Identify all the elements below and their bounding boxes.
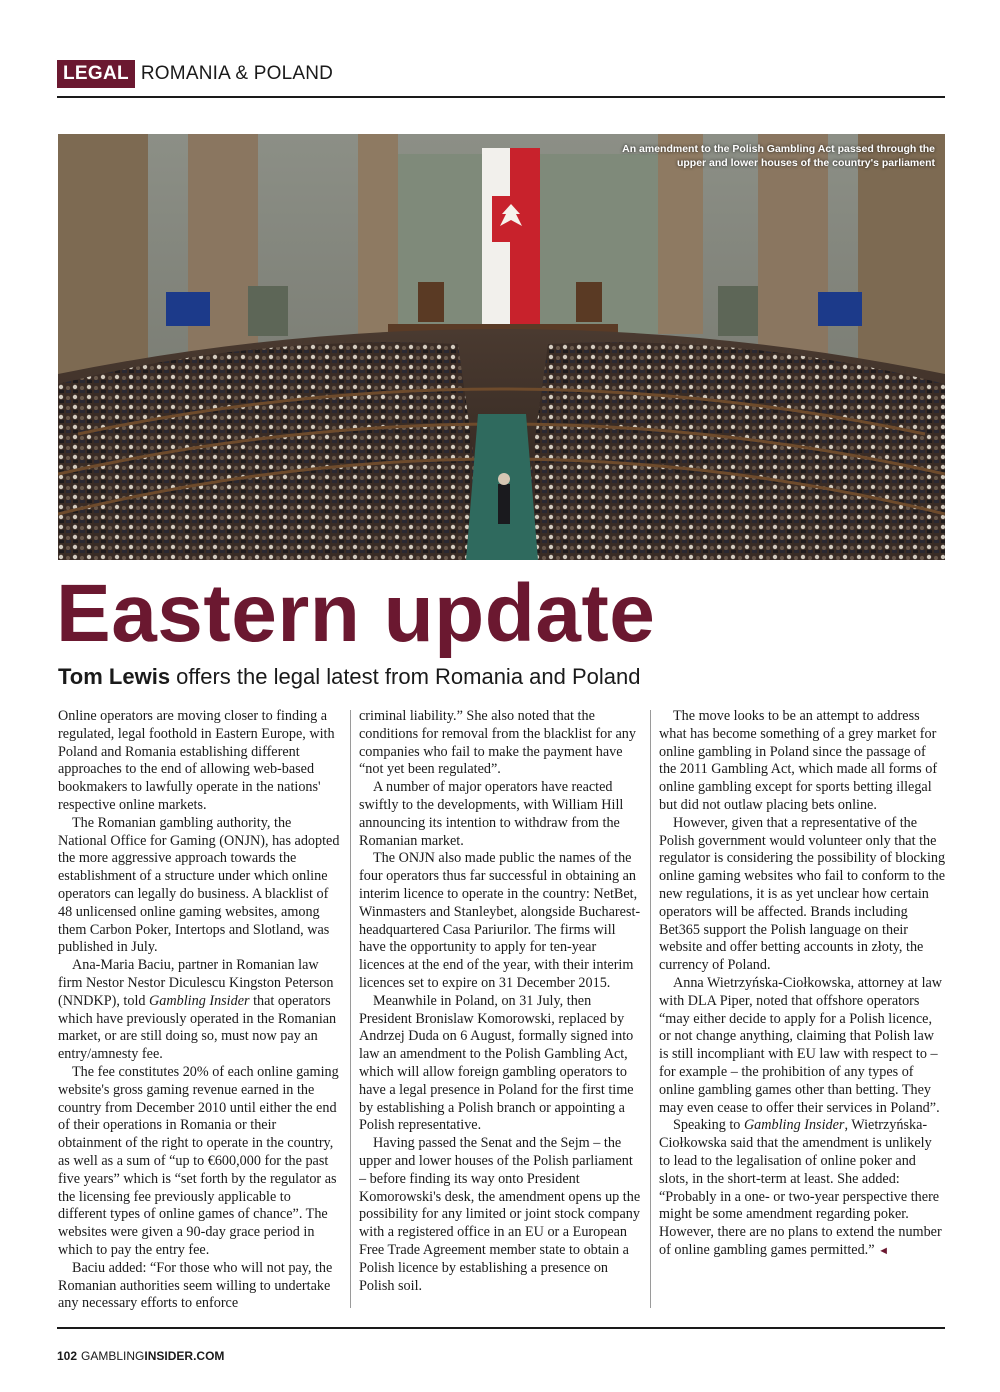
- paragraph: Anna Wietrzyńska-Ciołkowska, attorney at law with DLA Piper, noted that offshore operators “may either decide to apply for a Polish licence, or not change anything, claiming that Polish law is still incompliant with EU law with respect to – for example – the prohibition of any types of online gambling games other than betting. They may even cease to offer their services in Poland”.: [659, 974, 943, 1116]
- paragraph: Meanwhile in Poland, on 31 July, then President Bronislaw Komorowski, replaced by Andrzej Duda on 6 August, formally signed into law an amendment to the Polish Gambling Act, which will allow foreign gambling operators to have a legal presence in Poland for the first time by establishing a Polish branch or appointing a Polish representative.: [359, 992, 634, 1134]
- top-divider: [57, 96, 945, 98]
- end-of-article-icon: ◄: [878, 1244, 889, 1257]
- paragraph-text: , Wietrzyńska-Ciołkowska said that the amendment is unlikely to lead to the legalisation of online poker and slots, in the short-term at least. She added: “Probably in a one- or two-year perspective there might be some amendment regarding poker. However, there are no plans to extend the number of online gambling games permitted.”: [659, 1117, 942, 1258]
- paragraph: A number of major operators have reacted swiftly to the developments, with William Hill announcing its intention to withdraw from the Romanian market.: [359, 779, 624, 849]
- bottom-divider: [57, 1327, 945, 1329]
- paragraph-text: Speaking to: [673, 1117, 744, 1134]
- paragraph: criminal liability.” She also noted that the conditions for removal from the blacklist for any companies who fail to make the payment have “not yet been regulated”.: [359, 708, 636, 778]
- paragraph: [58, 957, 340, 1064]
- publication-name: Gambling Insider: [149, 992, 250, 1009]
- paragraph: The fee constitutes 20% of each online gaming website's gross gaming revenue earned in the country from December 2010 until either the end of their operations in Romania or their obtainment of the right to operate in the country, as well as a sum of “up to €600,000 for the past five years” which is “set forth by the regulator as the licensing fee previously applicable to different types of online games of chance”. The websites were given a 90-day grace period in which to pay the entry fee.: [58, 1063, 339, 1258]
- paragraph: However, given that a representative of the Polish government would volunteer only that the regulator is considering the possibility of blocking online gaming websites who fail to conform to the new regulations, it is as yet unclear how certain operators will be affected. Brands including Bet365 support the Polish language on their website and offer betting accounts in złoty, the currency of Poland.: [659, 814, 946, 974]
- paragraph-text: Ana-Maria Baciu, partner in Romanian law firm Nestor Nestor Diculescu Kingston Peterson (NNDKP), told: [58, 957, 334, 1009]
- page-number: 102: [57, 1349, 78, 1363]
- paragraph: The Romanian gambling authority, the National Office for Gaming (ONJN), has adopted the more aggressive approach towards the establishment of a structure under which online operators can legally do business. A blacklist of 48 unlicensed online gaming websites, among them Carbon Poker, Intertops and Slotland, was published in July.: [58, 814, 340, 956]
- standfirst: [58, 662, 640, 692]
- column-divider: [350, 710, 351, 1308]
- parliament-illustration: [58, 134, 945, 560]
- paragraph-text: that operators which have previously operated in the Romanian market, or are still doing so, must now pay an entry/amnesty fee.: [58, 992, 337, 1063]
- brand-bold: INSIDER.COM: [144, 1349, 225, 1363]
- article-headline: Eastern update: [56, 568, 656, 659]
- paragraph: Baciu added: “For those who will not pay, the Romanian authorities seem willing to undertake any necessary efforts to enforce: [58, 1259, 333, 1312]
- paragraph: The ONJN also made public the names of the four operators thus far successful in obtaining an interim licence to operate in the country: NetBet, Winmasters and Stanleybet, alongside Bucharest-headquartered Casa Pariurilor. The firms will have the opportunity to apply for ten-year licences at the end of the year, with their interim licences set to expire on 31 December 2015.: [359, 850, 641, 991]
- page-footer: [57, 1349, 224, 1363]
- paragraph: [659, 1117, 946, 1260]
- paragraph: Having passed the Senat and the Sejm – the upper and lower houses of the Polish parliament – before finding its way onto President Komorowski's desk, the amendment opens up the possibility for any limited or joint stock company with a registered office in an EU or a European Free Trade Agreement member state to obtain a Polish licence by establishing a presence on Polish soil.: [359, 1135, 641, 1294]
- paragraph: The move looks to be an attempt to address what has become something of a grey market for online gambling in Poland since the passage of the 2011 Gambling Act, which made all forms of online gambling except for sports betting illegal but did not outlaw placing bets online.: [659, 708, 938, 813]
- paragraph: Online operators are moving closer to finding a regulated, legal foothold in Eastern Europe, with Poland and Romania establishing different approaches to the end of allowing web-based bookmakers to lawfully operate in the nations' respective online markets.: [58, 708, 335, 813]
- parliament-photo: [58, 134, 945, 560]
- article-column-1: [58, 708, 340, 1314]
- photo-caption: An amendment to the Polish Gambling Act passed through the upper and lower houses of the country's parliament: [622, 143, 935, 169]
- section-tag: LEGAL: [57, 60, 135, 88]
- brand-light: GAMBLING: [81, 1349, 145, 1363]
- standfirst-text: offers the legal latest from Romania and Poland: [170, 664, 641, 689]
- column-divider: [650, 710, 651, 1308]
- section-header: [57, 60, 333, 88]
- article-column-2: [359, 708, 641, 1314]
- article-column-3: [659, 708, 946, 1314]
- section-title: ROMANIA & POLAND: [140, 63, 334, 84]
- publication-name: Gambling Insider: [743, 1117, 845, 1134]
- author-name: Tom Lewis: [58, 664, 171, 689]
